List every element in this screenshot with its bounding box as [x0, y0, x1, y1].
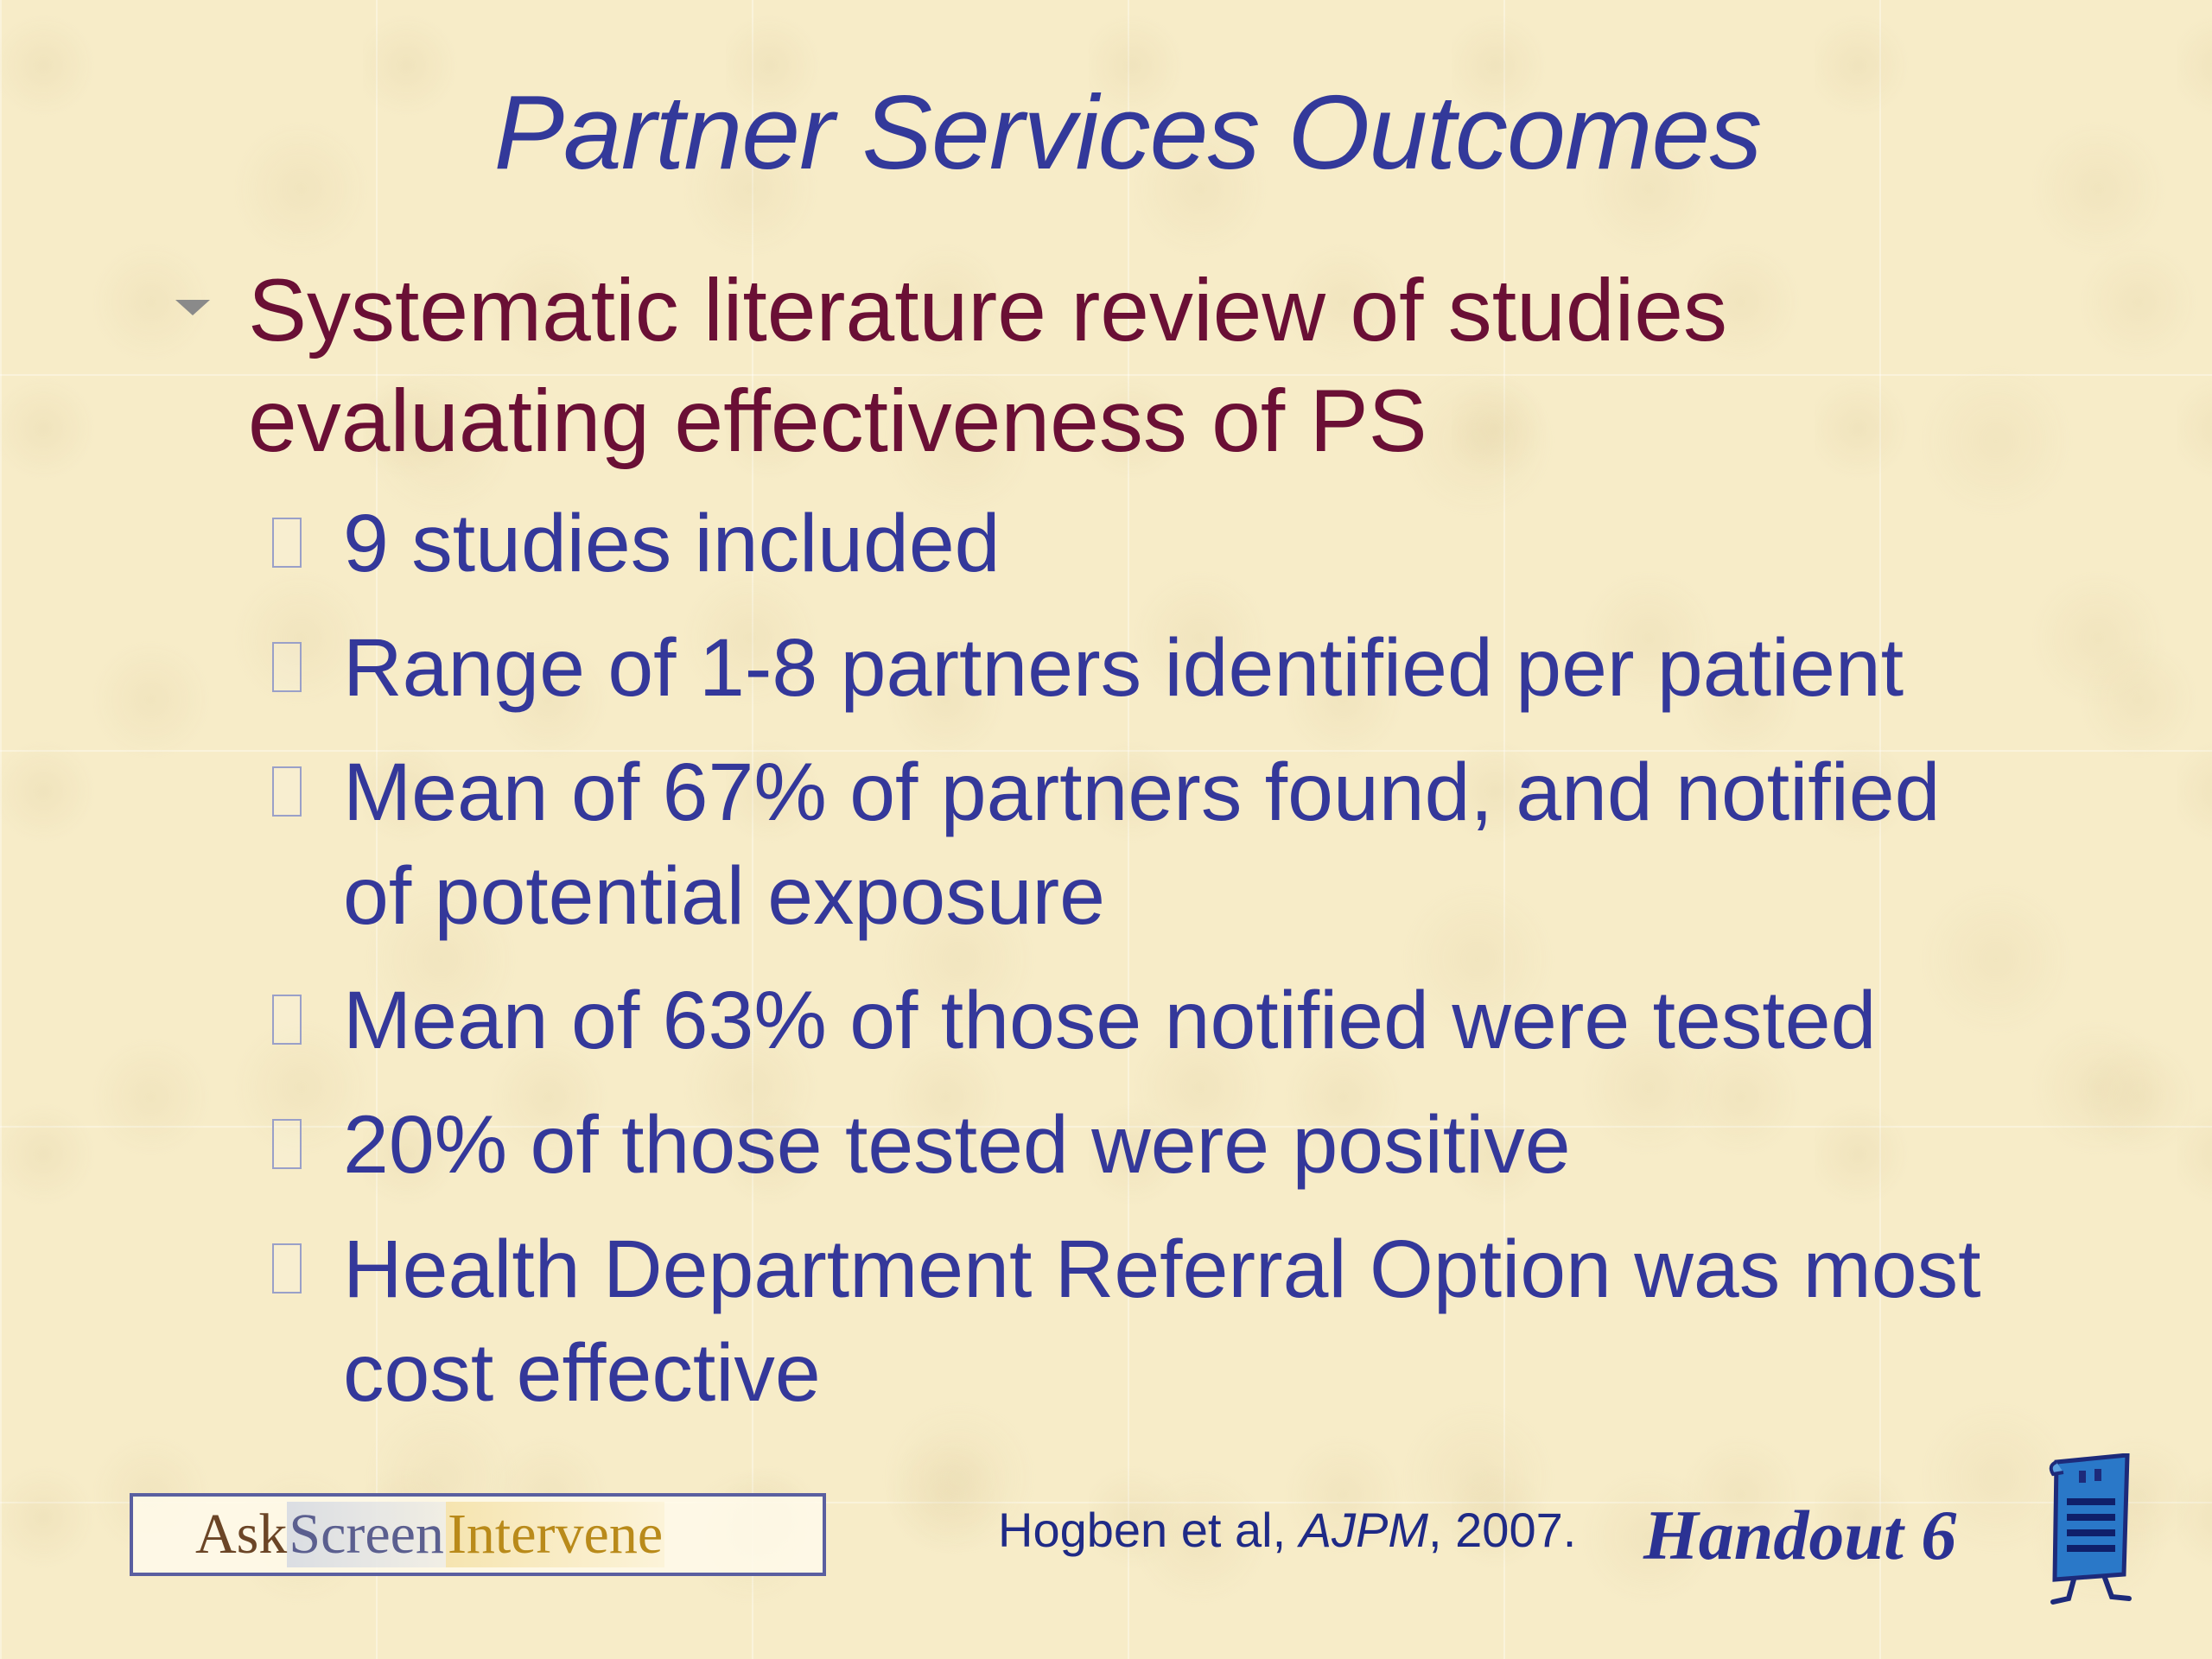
sub-bullet: [272, 1217, 2113, 1425]
square-bullet-icon: [272, 1243, 302, 1294]
sub-bullet-line: 9 studies included: [343, 498, 1001, 589]
citation: [998, 1502, 1576, 1558]
sub-bullet-line: Range of 1-8 partners identified per patient: [343, 622, 1904, 714]
square-bullet-icon: [272, 1119, 302, 1169]
sub-bullet: [272, 1093, 2113, 1197]
logo-word-screen: Screen: [289, 1503, 444, 1566]
triangle-bullet-icon: [175, 300, 210, 315]
main-bullet: [168, 255, 2113, 476]
sub-bullet-line: 20% of those tested were positive: [343, 1099, 1571, 1191]
sub-bullet-line: cost effective: [343, 1327, 821, 1419]
square-bullet-icon: [272, 766, 302, 817]
logo-word-intervene: Intervene: [447, 1503, 664, 1566]
sub-bullet-line: of potential exposure: [343, 850, 1105, 942]
handout-label: Handout 6: [1643, 1496, 1957, 1574]
square-bullet-icon: [272, 995, 302, 1045]
sub-bullet: [272, 492, 2113, 595]
citation-journal: AJPM: [1299, 1503, 1429, 1557]
sub-bullet-line: Mean of 67% of partners found, and notified: [343, 747, 1941, 838]
citation-year: , 2007.: [1428, 1503, 1577, 1557]
square-bullet-icon: [272, 518, 302, 568]
square-bullet-icon: [272, 642, 302, 692]
sub-bullet-list: [168, 492, 2113, 1425]
slide-content: [168, 255, 2113, 1446]
sub-bullet-line: Mean of 63% of those notified were tested: [343, 975, 1877, 1066]
main-bullet-line-1: Systematic literature review of studies: [248, 261, 1727, 359]
sub-bullet: [272, 969, 2113, 1072]
sub-bullet: [272, 616, 2113, 720]
sub-bullet: [272, 741, 2113, 948]
ask-screen-intervene-logo: [130, 1493, 826, 1576]
document-character-icon: [2044, 1453, 2139, 1605]
main-bullet-line-2: evaluating effectiveness of PS: [248, 372, 1427, 470]
sub-bullet-line: Health Department Referral Option was most: [343, 1224, 1981, 1315]
logo-word-ask: Ask: [195, 1503, 288, 1566]
citation-authors: Hogben et al,: [998, 1503, 1300, 1557]
slide-title: Partner Services Outcomes: [493, 73, 1762, 191]
